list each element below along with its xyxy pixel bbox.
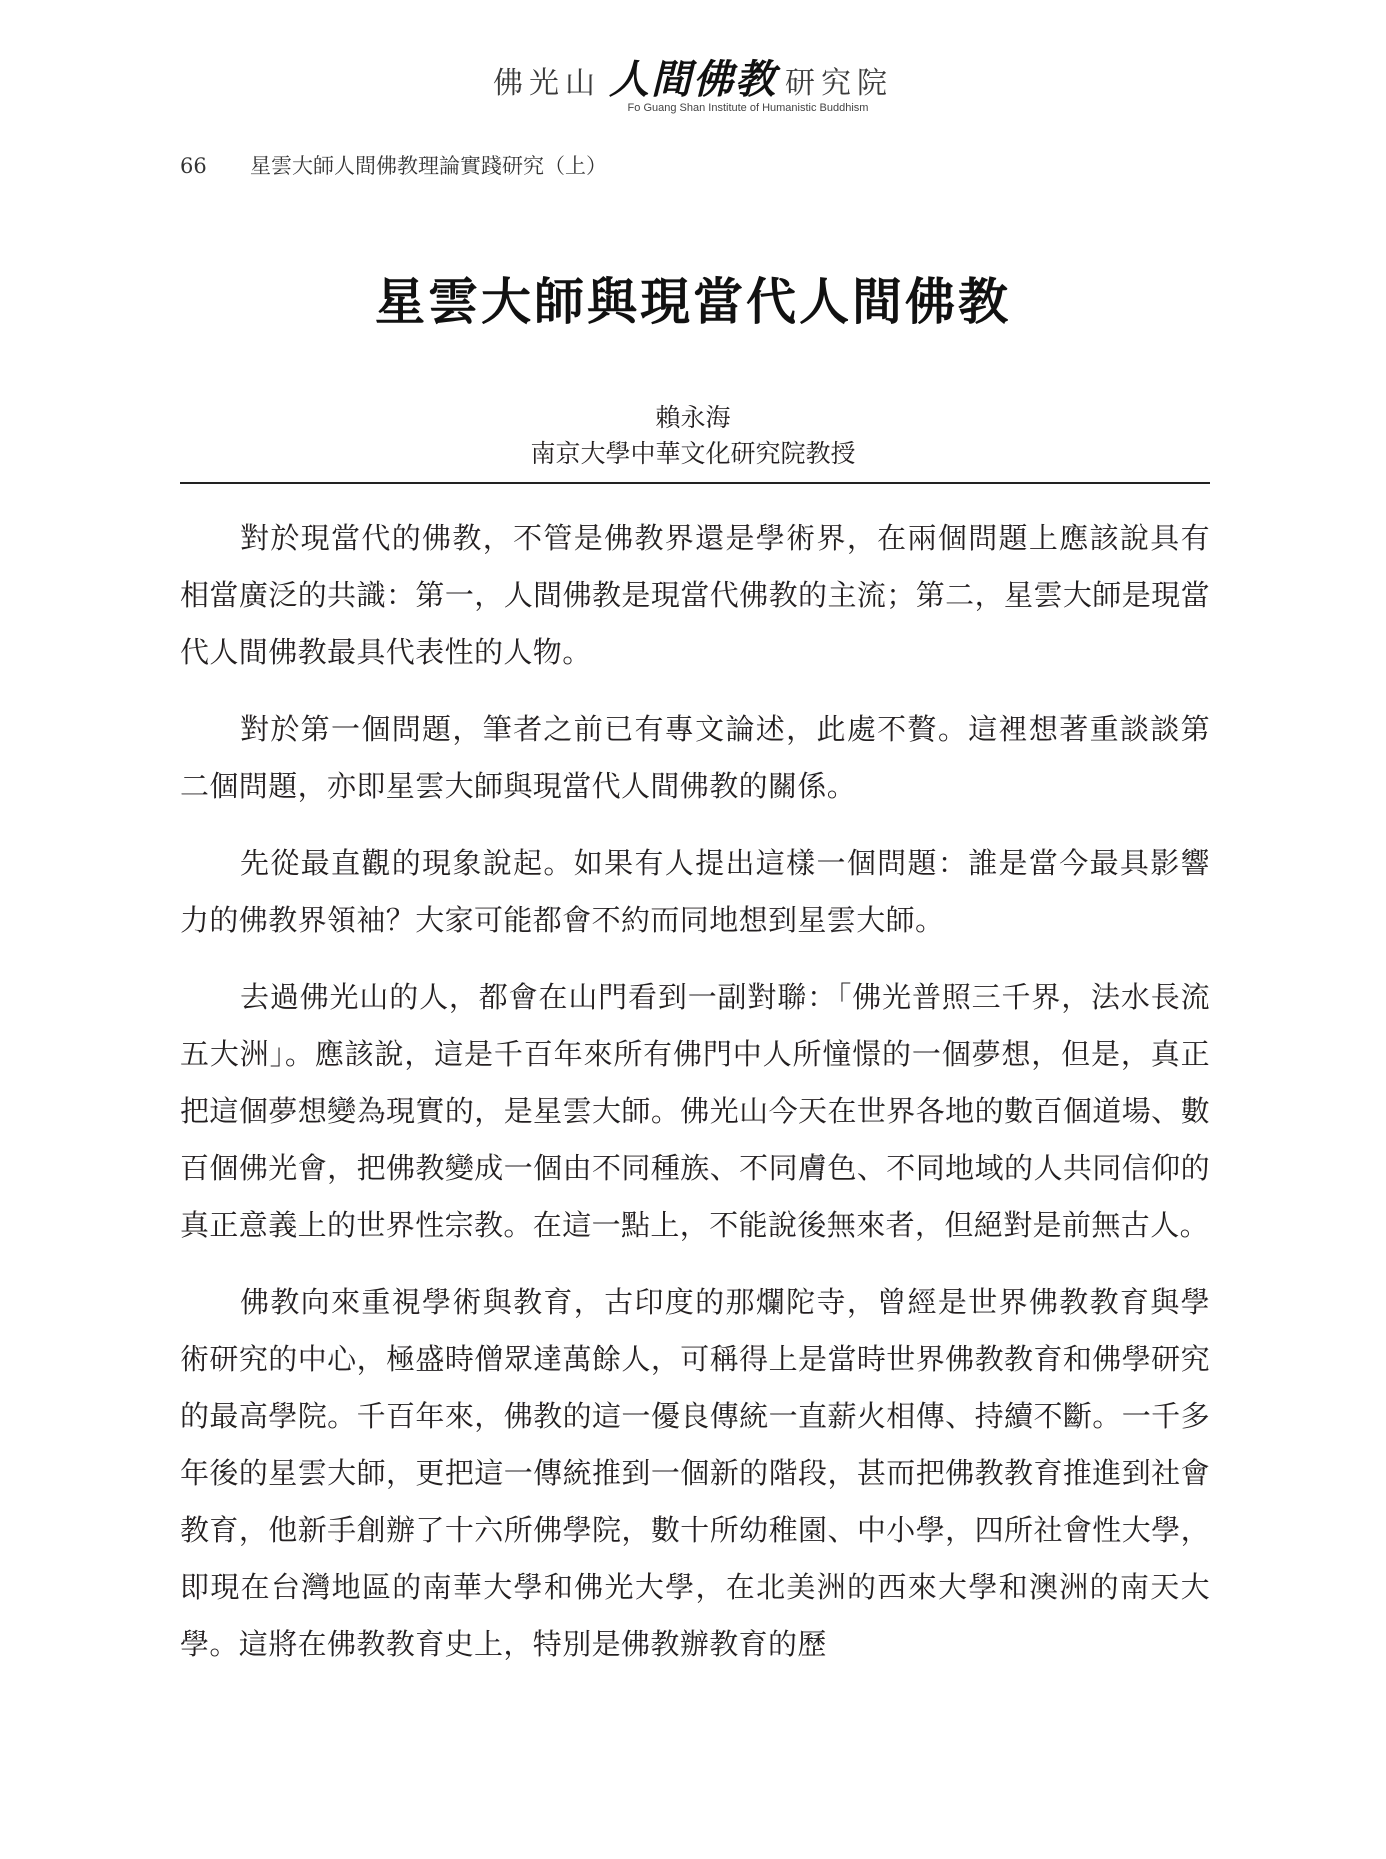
logo-wordmark <box>0 58 1386 106</box>
title-divider <box>180 482 1210 484</box>
article-body <box>180 510 1210 1693</box>
body-paragraph-1: 對於現當代的佛教，不管是佛教界還是學術界，在兩個問題上應該說具有相當廣泛的共識：第一，人間佛教是現當代佛教的主流；第二，星雲大師是現當代人間佛教最具代表性的人物。 <box>180 521 1210 669</box>
article-title: 星雲大師與現當代人間佛教 <box>375 272 1011 331</box>
logo-brand-calligraphy: 人間佛教 <box>609 56 777 103</box>
author-affiliation: 南京大學中華文化研究院教授 <box>530 439 856 468</box>
logo-left-text: 佛光山 <box>493 66 601 101</box>
logo-right-text: 研究院 <box>785 66 893 101</box>
body-paragraph-2: 對於第一個問題，筆者之前已有專文論述，此處不贅。這裡想著重談談第二個問題，亦即星雲大師與現當代人間佛教的關係。 <box>180 712 1210 803</box>
institute-logo <box>0 58 1386 114</box>
body-paragraph-3: 先從最直觀的現象說起。如果有人提出這樣一個問題：誰是當今最具影響力的佛教界領袖？大家可能都會不約而同地想到星雲大師。 <box>180 846 1210 937</box>
author-block <box>0 400 1386 472</box>
page-number: 66 <box>180 154 207 178</box>
running-title: 星雲大師人間佛教理論實踐研究（上） <box>250 154 607 178</box>
body-paragraph-5: 佛教向來重視學術與教育，古印度的那爛陀寺，曾經是世界佛教教育與學術研究的中心，極盛時僧眾達萬餘人，可稱得上是當時世界佛教教育和佛學研究的最高學院。千百年來，佛教的這一優良傳統一直薪火相傳、持續不斷。一千多年後的星雲大師，更把這一傳統推到一個新的階段，甚而把佛教教育推進到社會教育，他新手創辦了十六所佛學院，數十所幼稚園、中小學，四所社會性大學，即現在台灣地區的南華大學和佛光大學，在北美洲的西來大學和澳洲的南天大學。這將在佛教教育史上，特別是佛教辦教育的歷 <box>180 1285 1210 1661</box>
body-paragraph-4: 去過佛光山的人，都會在山門看到一副對聯：「佛光普照三千界，法水長流五大洲」。應該說，這是千百年來所有佛門中人所憧憬的一個夢想，但是，真正把這個夢想變為現實的，是星雲大師。佛光山今天在世界各地的數百個道場、數百個佛光會，把佛教變成一個由不同種族、不同膚色、不同地域的人共同信仰的真正意義上的世界性宗教。在這一點上，不能說後無來者，但絕對是前無古人。 <box>180 980 1210 1242</box>
logo-english-name: Fo Guang Shan Institute of Humanistic Buddhism <box>627 102 869 114</box>
author-name: 賴永海 <box>655 403 731 432</box>
running-header <box>180 150 607 180</box>
